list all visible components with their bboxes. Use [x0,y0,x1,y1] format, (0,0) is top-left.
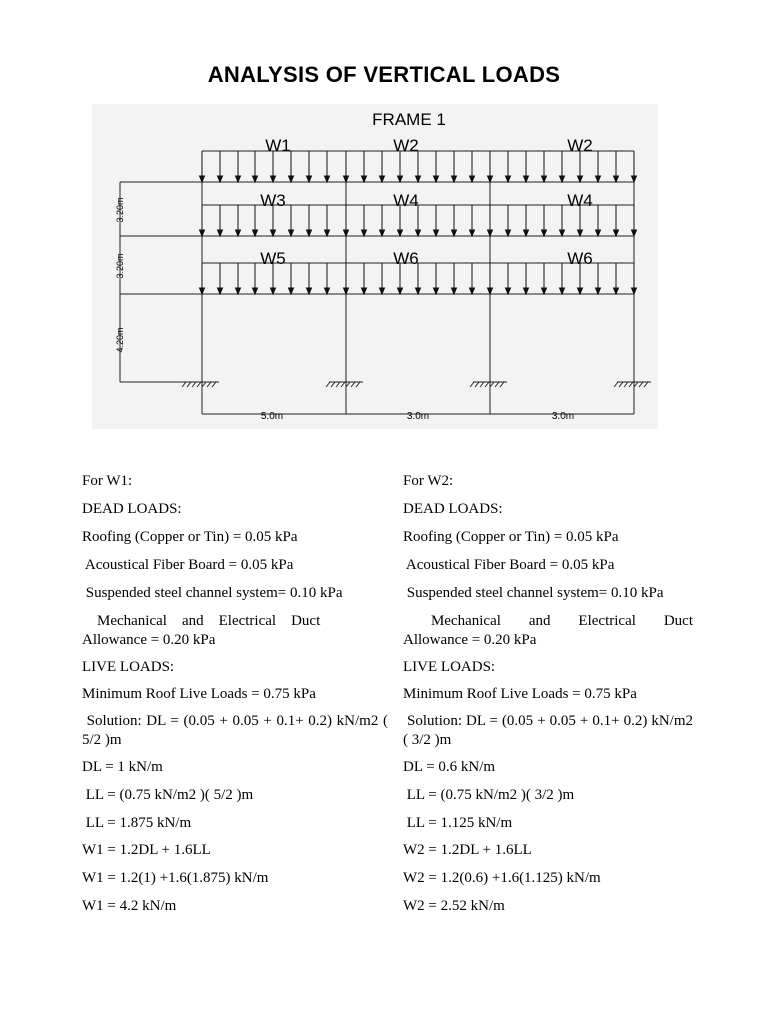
w1-ll: LL = 1.875 kN/m [82,815,192,831]
w2-heading: For W2: [403,473,454,489]
load-arrow-head [398,288,403,294]
load-label-w4b: W4 [567,191,593,210]
load-arrow-head [253,230,258,236]
load-label-w5: W5 [260,249,286,268]
support-hatch [207,382,211,387]
load-arrow-head [344,230,349,236]
support-hatch [475,382,479,387]
support-hatch [495,382,499,387]
story-height-bottom: 4.20m [115,327,125,353]
w2-roofing: Roofing (Copper or Tin) = 0.05 kPa [403,529,619,545]
support-hatch [336,382,340,387]
support-hatch [485,382,489,387]
load-arrow-head [596,288,601,294]
load-arrow-head [560,176,565,182]
load-arrow-head [488,176,493,182]
load-arrow-head [416,176,421,182]
load-arrow-head [632,288,637,294]
load-arrow-head [271,288,276,294]
support-hatch [614,382,618,387]
bay-width-1: 5.0m [260,411,284,422]
support-hatch [192,382,196,387]
load-arrow-head [542,176,547,182]
w2-calculation [403,472,697,916]
load-arrow-head [380,230,385,236]
load-arrow-head [307,288,312,294]
load-arrow-head [271,176,276,182]
load-arrow-head [236,176,241,182]
load-arrow-head [488,230,493,236]
load-arrow-head [506,288,511,294]
load-arrow-head [271,230,276,236]
load-arrow-head [344,176,349,182]
load-arrow-head [398,176,403,182]
load-arrow-head [506,230,511,236]
support-hatch [197,382,201,387]
load-arrow-head [470,176,475,182]
frame-diagram [92,104,658,429]
w1-result: W1 = 4.2 kN/m [82,898,177,914]
support-hatch [634,382,638,387]
load-arrow-head [200,230,205,236]
load-arrow-head [560,288,565,294]
w1-calculation [82,472,392,916]
w1-acoustical: Acoustical Fiber Board = 0.05 kPa [82,557,294,573]
w1-ll-formula: LL = (0.75 kN/m2 )( 5/2 )m [82,787,254,803]
frame-svg [92,104,658,429]
w2-ll-formula: LL = (0.75 kN/m2 )( 3/2 )m [403,787,575,803]
w1-substitution: W1 = 1.2(1) +1.6(1.875) kN/m [82,870,269,886]
w2-result: W2 = 2.52 kN/m [403,898,505,914]
load-arrow-head [434,176,439,182]
load-arrow-head [632,230,637,236]
load-arrow-head [218,288,223,294]
support-hatch [639,382,643,387]
load-arrow-head [380,176,385,182]
support-hatch [624,382,628,387]
support-hatch [500,382,504,387]
page-title: ANALYSIS OF VERTICAL LOADS [207,62,561,87]
support-hatch [182,382,186,387]
load-arrow-head [506,176,511,182]
w2-live-loads-heading: LIVE LOADS: [403,659,496,675]
load-arrow-head [452,230,457,236]
load-arrow-head [289,176,294,182]
support-hatch [187,382,191,387]
load-arrow-head [524,230,529,236]
load-label-w2a: W2 [393,136,419,155]
w1-mechanical: Mechanical and Electrical Duct Allowance = 0.20 kPa [82,613,324,648]
w2-mechanical: Mechanical and Electrical Duct Allowance = 0.20 kPa [403,613,696,648]
w1-live-loads-heading: LIVE LOADS: [82,659,175,675]
load-label-w4a: W4 [393,191,419,210]
w2-substitution: W2 = 1.2(0.6) +1.6(1.125) kN/m [403,870,601,886]
load-arrow-head [289,230,294,236]
load-arrow-head [289,288,294,294]
bay-width-3: 3.0m [551,411,575,422]
w1-solution: Solution: DL = (0.05 + 0.05 + 0.1+ 0.2) kN/m2 ( 5/2 )m [82,713,392,748]
support-hatch [629,382,633,387]
w1-heading: For W1: [82,473,133,489]
w1-suspended: Suspended steel channel system= 0.10 kPa [82,585,343,601]
load-arrow-head [362,288,367,294]
frame-label: FRAME 1 [372,110,446,129]
load-arrow-head [452,176,457,182]
bay-width-2: 3.0m [406,411,430,422]
support-hatch [490,382,494,387]
support-hatch [619,382,623,387]
load-arrow-head [596,230,601,236]
load-arrow-head [470,288,475,294]
story-height-top: 3.20m [115,197,125,223]
load-arrow-head [218,230,223,236]
load-arrow-head [542,230,547,236]
load-arrow-head [614,288,619,294]
load-arrow-head [398,230,403,236]
load-label-w2b: W2 [567,136,593,155]
load-arrow-head [344,288,349,294]
load-arrow-head [362,230,367,236]
load-arrow-head [325,230,330,236]
w2-dead-loads-heading: DEAD LOADS: [403,501,503,517]
support-hatch [346,382,350,387]
load-arrow-head [325,288,330,294]
load-arrow-head [488,288,493,294]
load-label-w1: W1 [265,136,291,155]
load-arrow-head [236,230,241,236]
support-hatch [480,382,484,387]
load-arrow-head [614,230,619,236]
load-arrow-head [434,288,439,294]
support-hatch [326,382,330,387]
load-arrow-head [218,176,223,182]
load-arrow-head [542,288,547,294]
load-arrow-head [524,288,529,294]
load-arrow-head [253,176,258,182]
w1-dead-loads-heading: DEAD LOADS: [82,501,182,517]
w2-acoustical: Acoustical Fiber Board = 0.05 kPa [403,557,615,573]
load-arrow-head [614,176,619,182]
support-hatch [331,382,335,387]
load-arrow-head [380,288,385,294]
load-label-w6b: W6 [567,249,593,268]
w2-ll: LL = 1.125 kN/m [403,815,513,831]
load-arrow-head [560,230,565,236]
w2-solution: Solution: DL = (0.05 + 0.05 + 0.1+ 0.2) kN/m2 ( 3/2 )m [403,713,697,748]
support-hatch [356,382,360,387]
load-arrow-head [200,176,205,182]
support-hatch [212,382,216,387]
load-arrow-head [452,288,457,294]
load-arrow-head [416,230,421,236]
w2-dl: DL = 0.6 kN/m [403,759,496,775]
support-hatch [351,382,355,387]
load-arrow-head [578,230,583,236]
load-arrow-head [434,230,439,236]
story-height-middle: 3.20m [115,253,125,279]
w1-formula: W1 = 1.2DL + 1.6LL [82,842,211,858]
load-arrow-head [578,176,583,182]
load-arrow-head [236,288,241,294]
w2-min-roof: Minimum Roof Live Loads = 0.75 kPa [403,686,637,702]
load-arrow-head [362,176,367,182]
load-arrow-head [200,288,205,294]
load-arrow-head [524,176,529,182]
load-arrow-head [416,288,421,294]
load-label-w6a: W6 [393,249,419,268]
load-arrow-head [253,288,258,294]
support-hatch [644,382,648,387]
support-hatch [202,382,206,387]
load-arrow-head [632,176,637,182]
load-arrow-head [307,230,312,236]
w1-min-roof: Minimum Roof Live Loads = 0.75 kPa [82,686,316,702]
w1-roofing: Roofing (Copper or Tin) = 0.05 kPa [82,529,298,545]
support-hatch [341,382,345,387]
load-arrow-head [325,176,330,182]
w1-dl: DL = 1 kN/m [82,759,163,775]
load-arrow-head [596,176,601,182]
load-arrow-head [578,288,583,294]
w2-suspended: Suspended steel channel system= 0.10 kPa [403,585,664,601]
load-arrow-head [470,230,475,236]
load-arrow-head [307,176,312,182]
load-label-w3: W3 [260,191,286,210]
w2-formula: W2 = 1.2DL + 1.6LL [403,842,532,858]
support-hatch [470,382,474,387]
